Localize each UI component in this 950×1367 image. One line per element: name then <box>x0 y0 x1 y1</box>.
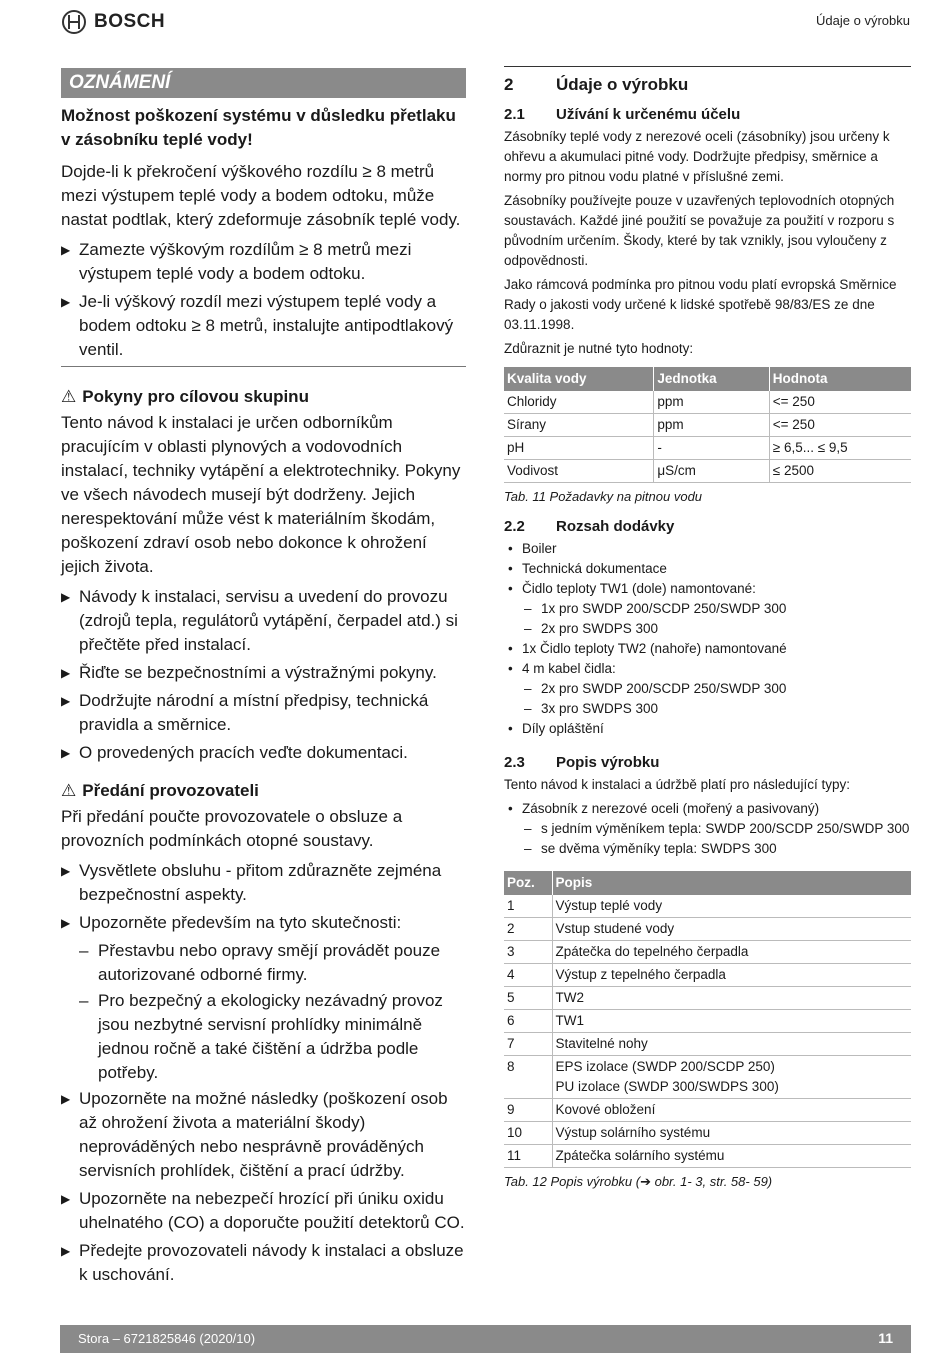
handover-item: ▶ Předejte provozovateli návody k instalaci a obsluze k uschování. <box>61 1239 466 1287</box>
right-column <box>504 66 911 1202</box>
table-row <box>504 1145 911 1168</box>
table-cell: Vstup studené vody <box>552 918 911 941</box>
list-item: • Zásobník z nerezové oceli (mořený a pasivovaný) <box>504 799 911 819</box>
table-row <box>504 964 911 987</box>
handover-subitem: – Přestavbu nebo opravy smějí provádět pouze autorizované odborné firmy. <box>61 939 466 987</box>
table-cell: Sírany <box>504 414 654 437</box>
table-cell: μS/cm <box>654 460 769 483</box>
warning-icon: ⚠ <box>61 387 77 406</box>
paragraph: Jako rámcová podmínka pro pitnou vodu platí evropská Směrnice Rady o jakosti vody určené k lidské spotřebě 98/83/ES ze dne 03.11.1998. <box>504 277 897 332</box>
section-title <box>504 753 911 773</box>
list-item: • Technická dokumentace <box>504 559 911 579</box>
column-header: Jednotka <box>654 367 769 391</box>
notice-title: OZNÁMENÍ <box>61 68 466 98</box>
table-cell: 11 <box>504 1145 552 1168</box>
handover-subitem: – Pro bezpečný a ekologicky nezávadný provoz jsou nezbytné servisní prohlídky minimálně jednou ročně a také čištění a údržba podle potřeby. <box>61 989 466 1085</box>
footer-bar <box>60 1325 911 1353</box>
paragraph: Zásobníky používejte pouze v uzavřených teplovodních otopných soustavách. Každé jiné použití se považuje za použití v rozporu s původním určením. Škody, které by tak vznikly, jsou vyloučeny z odpovědnosti. <box>504 193 895 268</box>
list-item: • 4 m kabel čidla: <box>504 659 911 679</box>
column-header: Poz. <box>504 871 552 895</box>
table-cell: Výstup solárního systému <box>552 1122 911 1145</box>
table-header-row <box>504 871 911 895</box>
table-cell: 3 <box>504 941 552 964</box>
handover-item: ▶ Vysvětlete obsluhu - přitom zdůrazněte zejména bezpečnostní aspekty. <box>61 859 466 907</box>
section-title <box>504 105 911 125</box>
notice-item: ▶ Zamezte výškovým rozdílům ≥ 8 metrů mezi výstupem teplé vody a bodem odtoku. <box>61 238 466 286</box>
table-row <box>504 1010 911 1033</box>
table-row <box>504 1056 911 1099</box>
brand-logo <box>62 10 165 34</box>
handover-heading <box>61 779 466 803</box>
table-caption: Tab. 11 Požadavky na pitnou vodu <box>504 489 703 504</box>
section-name: Rozsah dodávky <box>556 518 675 535</box>
list-item: • 1x Čidlo teploty TW2 (nahoře) namontované <box>504 639 911 659</box>
table-cell: Výstup teplé vody <box>552 895 911 918</box>
table-cell: Zpátečka solárního systému <box>552 1145 911 1168</box>
table-cell: EPS izolace (SWDP 200/SCDP 250) PU izolace (SWDP 300/SWDPS 300) <box>552 1056 911 1099</box>
handover-item: ▶ Upozorněte na nebezpečí hrozící při úniku oxidu uhelnatého (CO) a doporučte použití detektorů CO. <box>61 1187 466 1235</box>
table-row <box>504 1033 911 1056</box>
table-row <box>504 895 911 918</box>
table-cell: Stavitelné nohy <box>552 1033 911 1056</box>
table-cell: Zpátečka do tepelného čerpadla <box>552 941 911 964</box>
table-row <box>504 391 911 414</box>
paragraph: Tento návod k instalaci a údržbě platí pro následující typy: <box>504 777 850 792</box>
table-cell: <= 250 <box>769 414 911 437</box>
table-cell: 1 <box>504 895 552 918</box>
table-cell: 4 <box>504 964 552 987</box>
delivery-list <box>504 539 911 739</box>
section-number: 2.3 <box>504 754 525 771</box>
handover-item: ▶ Upozorněte na možné následky (poškození osob až ohrožení života a materiální škody) neprováděných nebo nesprávně prováděných servisních prohlídek, čištění a prací údržby. <box>61 1087 466 1183</box>
target-group-title: Pokyny pro cílovou skupinu <box>82 387 309 406</box>
section-number: 2.1 <box>504 106 525 123</box>
target-group-text: Tento návod k instalaci je určen odborníkům pracujícím v oblasti plynových a vodovodních instalací, techniky vytápění a elektrotechniky. Pokyny ve všech návodech musejí být dodrženy. Jejich nerespektování může vést k materiálním škodám, poškození zdraví osob nebo dokonce k ohrožení jejich života. <box>61 413 461 576</box>
page-number: 11 <box>878 1330 893 1346</box>
target-group-item: ▶ O provedených pracích veďte dokumentaci. <box>61 741 466 765</box>
warning-icon: ⚠ <box>61 781 77 800</box>
table-cell: 10 <box>504 1122 552 1145</box>
table-cell: 2 <box>504 918 552 941</box>
sub-list-item: – 1x pro SWDP 200/SCDP 250/SWDP 300 <box>504 599 911 619</box>
chapter-title <box>504 75 911 95</box>
target-group-item: ▶ Dodržujte národní a místní předpisy, technická pravidla a směrnice. <box>61 689 466 737</box>
paragraph: Zásobníky teplé vody z nerezové oceli (zásobníky) jsou určeny k ohřevu a akumulaci pitné vody. Dodržujte předpisy, směrnice a normy pro pitnou vodu platné v příslušné zemi. <box>504 129 890 184</box>
sub-list-item: – s jedním výměníkem tepla: SWDP 200/SCDP 250/SWDP 300 <box>504 819 911 839</box>
product-type-list <box>504 799 911 859</box>
table-cell: Chloridy <box>504 391 654 414</box>
sub-list-item: – 2x pro SWDPS 300 <box>504 619 911 639</box>
column-header: Kvalita vody <box>504 367 654 391</box>
table-cell: 8 <box>504 1056 552 1099</box>
notice-heading: Možnost poškození systému v důsledku přetlaku v zásobníku teplé vody! <box>61 106 456 149</box>
table-cell: 7 <box>504 1033 552 1056</box>
table-cell: ppm <box>654 414 769 437</box>
table-row <box>504 1122 911 1145</box>
section-name: Užívání k určenému účelu <box>556 106 741 123</box>
water-quality-table <box>504 367 911 483</box>
sub-list-item: – 3x pro SWDPS 300 <box>504 699 911 719</box>
left-column <box>61 68 466 1291</box>
table-row <box>504 437 911 460</box>
table-cell: <= 250 <box>769 391 911 414</box>
notice-text: Dojde-li k překročení výškového rozdílu ≥ 8 metrů mezi výstupem teplé vody a bodem odtoku, může nastat podtlak, který zdeformuje zásobník teplé vody. <box>61 162 461 229</box>
handover-title: Předání provozovateli <box>82 781 259 800</box>
table-cell: 9 <box>504 1099 552 1122</box>
list-item: • Boiler <box>504 539 911 559</box>
handover-text: Při předání poučte provozovatele o obsluze a provozních podmínkách otopné soustavy. <box>61 807 403 850</box>
section-title <box>504 517 911 537</box>
table-row <box>504 987 911 1010</box>
list-item: • Díly opláštění <box>504 719 911 739</box>
table-row <box>504 414 911 437</box>
target-group-item: ▶ Návody k instalaci, servisu a uvedení do provozu (zdrojů tepla, regulátorů vytápění, čerpadel atd.) si přečtěte před instalací. <box>61 585 466 657</box>
bosch-armature-icon <box>62 10 86 34</box>
table-row <box>504 1099 911 1122</box>
table-cell: TW1 <box>552 1010 911 1033</box>
running-header: Údaje o výrobku <box>816 13 910 28</box>
column-header: Hodnota <box>769 367 911 391</box>
table-cell: - <box>654 437 769 460</box>
sub-list-item: – 2x pro SWDP 200/SCDP 250/SWDP 300 <box>504 679 911 699</box>
table-cell: TW2 <box>552 987 911 1010</box>
table-cell: pH <box>504 437 654 460</box>
table-row <box>504 460 911 483</box>
top-rule <box>504 66 911 67</box>
target-group-heading <box>61 385 466 409</box>
table-cell: Výstup z tepelného čerpadla <box>552 964 911 987</box>
table-cell: Kovové obložení <box>552 1099 911 1122</box>
document-id: Stora – 6721825846 (2020/10) <box>78 1331 256 1346</box>
table-caption: Tab. 12 Popis výrobku (➔ obr. 1- 3, str. 58- 59) <box>504 1174 773 1189</box>
sub-list-item: – se dvěma výměníky tepla: SWDPS 300 <box>504 839 911 859</box>
chapter-name: Údaje o výrobku <box>556 75 689 94</box>
table-cell: ≤ 2500 <box>769 460 911 483</box>
brand-name: BOSCH <box>94 11 166 32</box>
section-name: Popis výrobku <box>556 754 660 771</box>
table-header-row <box>504 367 911 391</box>
table-cell: Vodivost <box>504 460 654 483</box>
list-item: • Čidlo teploty TW1 (dole) namontované: <box>504 579 911 599</box>
table-cell: 5 <box>504 987 552 1010</box>
table-cell: ppm <box>654 391 769 414</box>
table-cell: ≥ 6,5... ≤ 9,5 <box>769 437 911 460</box>
section-number: 2.2 <box>504 518 525 535</box>
handover-item: ▶ Upozorněte především na tyto skutečnosti: <box>61 911 466 935</box>
target-group-item: ▶ Řiďte se bezpečnostními a výstražnými pokyny. <box>61 661 466 685</box>
table-row <box>504 918 911 941</box>
chapter-number: 2 <box>504 75 514 94</box>
table-cell: 6 <box>504 1010 552 1033</box>
notice-item: ▶ Je-li výškový rozdíl mezi výstupem teplé vody a bodem odtoku ≥ 8 metrů, instalujte antipodtlakový ventil. <box>61 290 466 362</box>
column-header: Popis <box>552 871 911 895</box>
paragraph: Zdůraznit je nutné tyto hodnoty: <box>504 341 694 356</box>
divider <box>61 366 466 367</box>
product-description-table <box>504 871 911 1168</box>
table-row <box>504 941 911 964</box>
